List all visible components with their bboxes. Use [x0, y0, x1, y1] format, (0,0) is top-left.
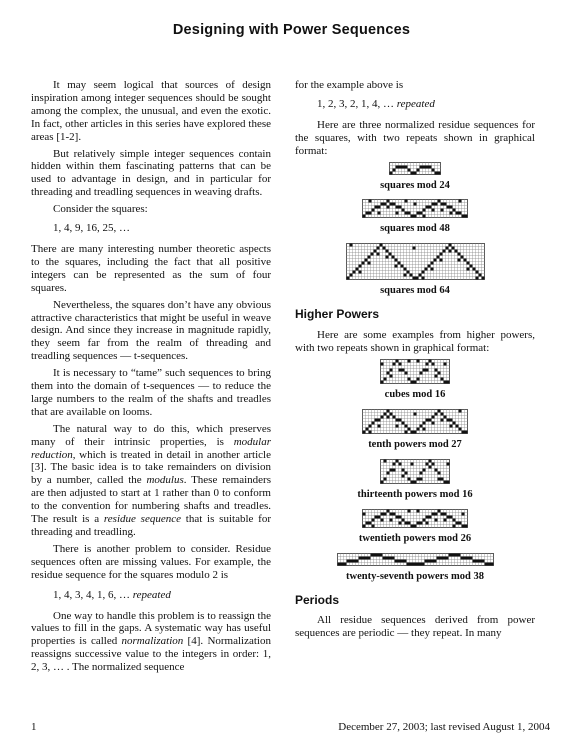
- squares-mod-24-grid: [389, 162, 441, 175]
- text: 1, 4, 3, 4, 1, 6, …: [53, 588, 133, 601]
- grid-figure: [295, 359, 535, 384]
- paragraph: for the example above is: [295, 79, 404, 91]
- grid-figure: [295, 162, 535, 175]
- squares-mod-64-grid: [346, 243, 485, 280]
- paragraph: Here are some examples from higher powers, with two repeats shown in graphical format:: [295, 329, 535, 355]
- figure-caption: twentieth powers mod 26: [358, 532, 472, 544]
- paragraph: Consider the squares:: [53, 203, 148, 216]
- text: that is suitable for threading and treadling.: [31, 513, 271, 538]
- text: 1, 2, 3, 2, 1, 4, …: [317, 97, 397, 110]
- term-residue-sequence: residue sequence: [103, 513, 181, 526]
- mod2-sequence: [31, 589, 271, 602]
- paragraph: Here are three normalized residue sequences for the squares, with two repeats shown in graphical format:: [295, 118, 535, 157]
- text: . These remainders are then adjusted to start at 1 rather than 0 to conform to the convention for numbering shafts and treadles. The result is a: [31, 474, 271, 526]
- grid-figure: [295, 553, 535, 566]
- text: One way to handle this problem is to reassign the values to fill in the gaps. A systematic way has useful properties is called: [31, 609, 271, 648]
- tenth-powers-mod-27-grid: [362, 409, 468, 434]
- squares-mod-48-grid: [362, 199, 468, 218]
- grid-figure: [295, 409, 535, 434]
- paragraph: There is another problem to consider. Residue sequences often are missing values. For example, the residue sequence for the squares modulo 2 is: [31, 542, 271, 581]
- text: repeated: [396, 97, 435, 110]
- figure-caption: cubes mod 16: [384, 388, 446, 400]
- thirteenth-powers-mod-16-grid: [380, 459, 450, 484]
- paragraph: Nevertheless, the squares don’t have any obvious attractive characteristics that might be useful in weave design. And since they increase in magnitude rapidly, they seem far from the realm of threading and treadling sequences — t-sequences.: [31, 298, 271, 363]
- term-normalization: normalization: [121, 635, 184, 648]
- figure-caption: twenty-seventh powers mod 38: [346, 570, 484, 582]
- figure-caption: tenth powers mod 27: [368, 438, 462, 450]
- page-number: 1: [31, 721, 37, 733]
- text: repeated: [132, 588, 171, 601]
- grid-figure: [295, 243, 535, 280]
- paragraph: It may seem logical that sources of design inspiration among integer sequences should be sought among the complex, the unusual, and even the exotic. In fact, other articles in this series have explored these areas [1-2].: [31, 79, 271, 143]
- figure-caption: thirteenth powers mod 16: [357, 488, 473, 500]
- paragraph: All residue sequences derived from power sequences are periodic — they repeat. In many: [295, 614, 535, 640]
- text: The natural way to do this, which preserves many of their intrinsic properties, is: [31, 422, 271, 448]
- section-heading-higher-powers: Higher Powers: [295, 307, 380, 322]
- grid-figure: [295, 459, 535, 484]
- figure-caption: squares mod 48: [380, 223, 450, 235]
- section-heading-periods: Periods: [295, 592, 340, 607]
- paragraph: But relatively simple integer sequences contain hidden within them fascinating patterns that can be used to advantage in design, and in particular for threading and treadling sequences in weaving drafts.: [31, 147, 271, 199]
- twenty-seventh-powers-mod-38-grid: [337, 553, 494, 566]
- squares-sequence: 1, 4, 9, 16, 25, …: [53, 222, 130, 235]
- text: [4]. Normalization reassigns successive value to the integers in order: 1, 2, 3, … . The normalized sequence: [31, 635, 271, 674]
- text: , which is treated in detail in another article [3]. The basic idea is to take remainders on division by a number, called the: [31, 448, 271, 487]
- left-column: [31, 79, 271, 678]
- paragraph-normalization: [31, 610, 271, 675]
- figure-caption: squares mod 64: [380, 285, 450, 297]
- paragraph: It is necessary to “tame” such sequences to bring them into the domain of t-sequences — to reduce the large numbers to the realm of the shafts and treadles that are available on looms.: [31, 367, 271, 418]
- grid-figure: [295, 199, 535, 218]
- paragraph-modular-reduction: [31, 423, 271, 539]
- page-title: Designing with Power Sequences: [172, 22, 411, 38]
- figure-caption: squares mod 24: [380, 179, 450, 191]
- term-modulus: modulus: [146, 474, 184, 487]
- term-modular-reduction: modular reduction: [31, 435, 271, 461]
- twentieth-powers-mod-26-grid: [362, 509, 468, 528]
- normalized-sequence: [295, 98, 535, 111]
- right-column: [295, 79, 535, 644]
- cubes-mod-16-grid: [380, 359, 450, 384]
- paragraph: There are many interesting number theoretic aspects to the squares, including the fact that all positive integers can be represented as the sum of four squares.: [31, 242, 271, 294]
- grid-figure: [295, 509, 535, 528]
- footer-date: December 27, 2003; last revised August 1, 2004: [338, 721, 550, 733]
